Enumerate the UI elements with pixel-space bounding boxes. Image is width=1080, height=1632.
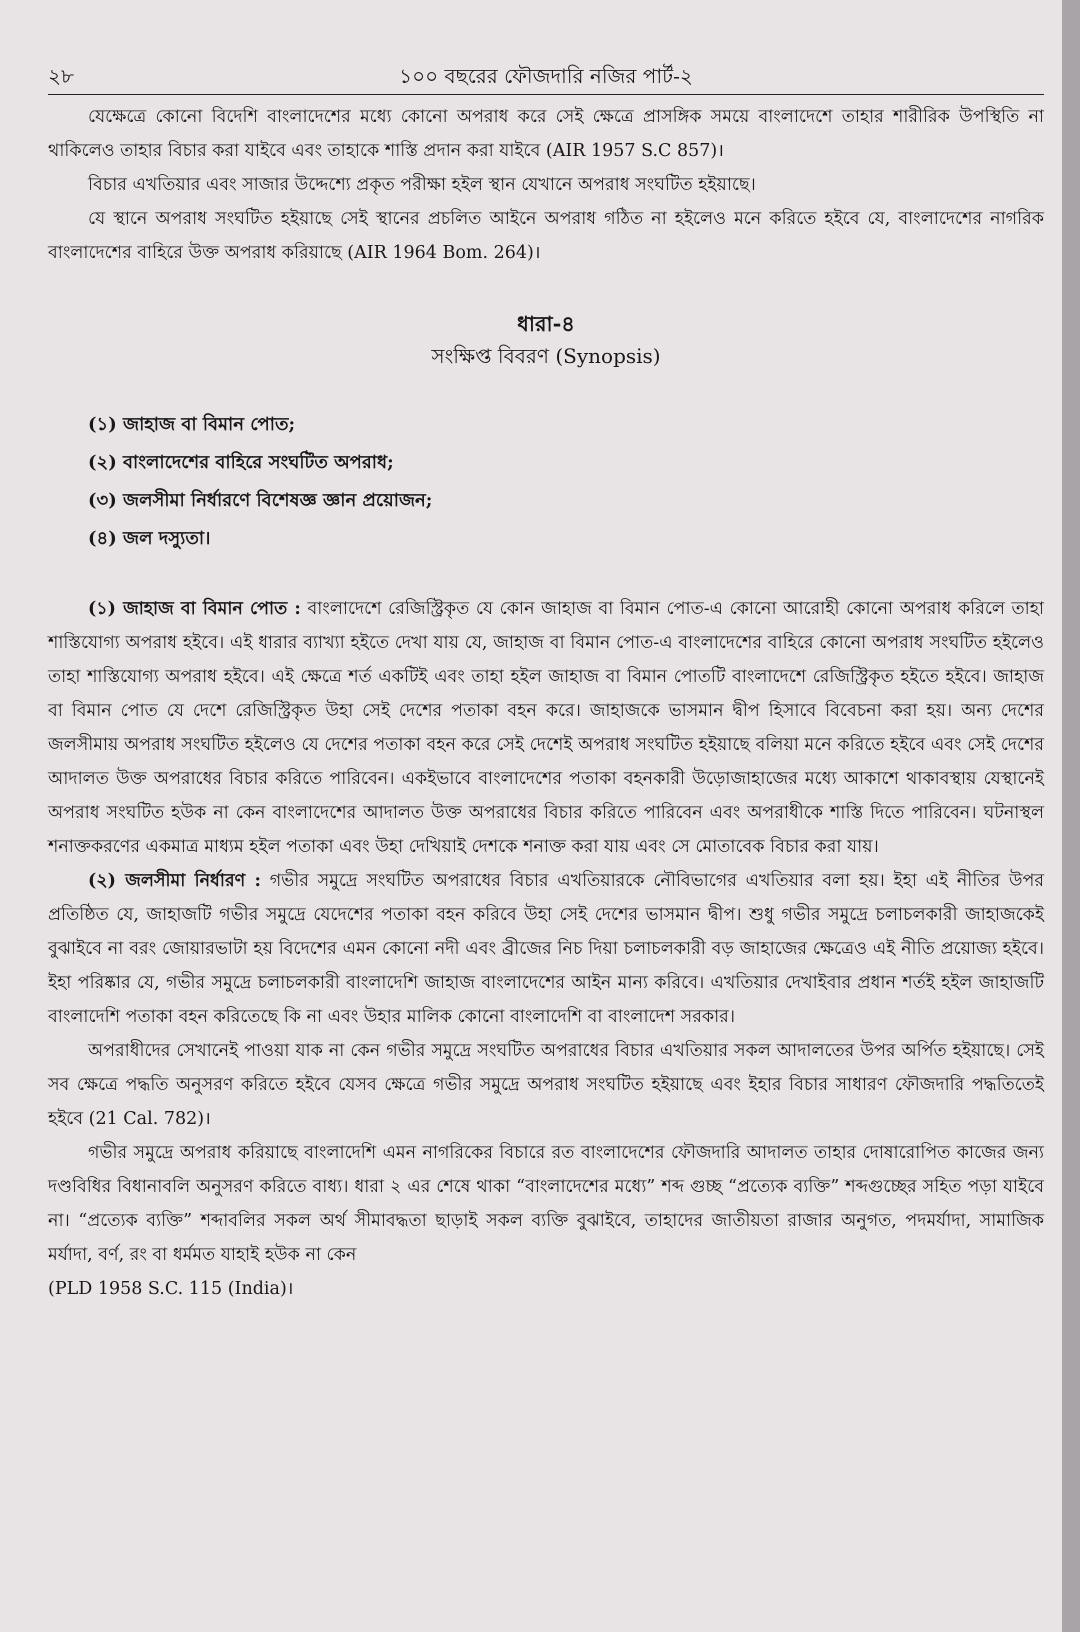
section-title: ধারা-৪ [517, 311, 575, 336]
intro-paragraph-3: যে স্থানে অপরাধ সংঘটিত হইয়াছে সেই স্থানের প্রচলিত আইনে অপরাধ গঠিত না হইলেও মনে করিতে হইবে যে, বাংলাদেশের নাগরিক বাংলাদেশের বাহিরে উক্ত অপরাধ করিয়াছে (AIR 1964 Bom. 264)। [48, 209, 1044, 263]
intro-paragraph-2: বিচার এখতিয়ার এবং সাজার উদ্দেশ্যে প্রকৃত পরীক্ষা হইল স্থান যেখানে অপরাধ সংঘটিত হইয়াছে। [88, 175, 756, 195]
synopsis-list [48, 406, 1044, 558]
page-number: ২৮ [48, 64, 74, 88]
topic-paragraph-territorial-waters [48, 864, 1044, 1034]
running-title: ১০০ বছরের ফৌজদারি নজির পার্ট-২ [399, 64, 693, 88]
citation-line: (PLD 1958 S.C. 115 (India)। [48, 1279, 294, 1299]
synopsis-heading: সংক্ষিপ্ত বিবরণ (Synopsis) [431, 344, 661, 368]
topic-text-ship-aircraft: বাংলাদেশে রেজিস্ট্রিকৃত যে কোন জাহাজ বা বিমান পোত-এ কোনো আরোহী কোনো অপরাধ করিলে তাহা শাস্তিযোগ্য অপরাধ হইবে। এই ধারার ব্যাখ্যা হইতে দেখা যায় যে, জাহাজ বা বিমান পোত-এ বাংলাদেশের বাহিরে কোনো অপরাধ সংঘটিত হইলেও তাহা শাস্তিযোগ্য অপরাধ হইবে। এই ক্ষেত্রে শর্ত একটিই এবং তাহা হইল জাহাজ বা বিমান পোতটি বাংলাদেশে রেজিস্ট্রিকৃত হইতে হইবে। জাহাজ বা বিমান পোত যে দেশে রেজিস্ট্রিকৃত উহা সেই দেশের পতাকা বহন করে। জাহাজকে ভাসমান দ্বীপ হিসাবে বিবেচনা করা হয়। অন্য দেশের জলসীমায় অপরাধ সংঘটিত হইলেও যে দেশের পতাকা বহন করে সেই দেশেই অপরাধ সংঘটিত হইয়াছে বলিয়া মনে করিতে হইবে এবং সেই দেশের আদালত উক্ত অপরাধের বিচার করিতে পারিবেন। একইভাবে বাংলাদেশের পতাকা বহনকারী উড়োজাহাজের মধ্যে আকাশে থাকাবস্থায় যেস্থানেই অপরাধ সংঘটিত হউক না কেন বাংলাদেশের আদালত উক্ত অপরাধের বিচার করিতে পারিবেন এবং অপরাধীকে শাস্তি দিতে পারিবেন। ঘটনাস্থল শনাক্তকরণের একমাত্র মাধ্যম হইল পতাকা এবং উহা দেখিয়াই দেশকে শনাক্ত করা যায় এবং সে মোতাবেক বিচার করা যায়। [48, 599, 1044, 857]
topic-text-territorial-waters: গভীর সমুদ্রে সংঘটিত অপরাধের বিচার এখতিয়ারকে নৌবিভাগের এখতিয়ার বলা হয়। ইহা এই নীতির উপর প্রতিষ্ঠিত যে, জাহাজটি গভীর সমুদ্রে যেদেশের পতাকা বহন করিবে উহা সেই দেশের ভাসমান দ্বীপ। শুধু গভীর সমুদ্রে চলাচলকারী জাহাজকেই বুঝাইবে না বরং জোয়ারভাটা হয় বিদেশের এমন কোনো নদী এবং ব্রীজের নিচ দিয়া চলাচলকারী বড় জাহাজের ক্ষেত্রেও এই নীতি প্রয়োজ্য হইবে। ইহা পরিষ্কার যে, গভীর সমুদ্রে চলাচলকারী বাংলাদেশি জাহাজ বাংলাদেশের আইন মান্য করিবে। এখতিয়ার দেখাইবার প্রধান শর্তই হইল জাহাজটি বাংলাদেশি পতাকা বহন করিতেছে কি না এবং উহার মালিক কোনো বাংলাদেশি বা বাংলাদেশ সরকার। [48, 871, 1044, 1027]
synopsis-item: (৩) জলসীমা নির্ধারণে বিশেষজ্ঞ জ্ঞান প্রয়োজন; [88, 490, 433, 511]
synopsis-item: (২) বাংলাদেশের বাহিরে সংঘটিত অপরাধ; [88, 452, 394, 473]
topic-paragraph-ship-aircraft [48, 592, 1044, 864]
synopsis-item: (৪) জল দস্যুতা। [88, 528, 211, 549]
topic-heading-ship-aircraft: (১) জাহাজ বা বিমান পোত : [88, 599, 301, 619]
closing-paragraph-2: গভীর সমুদ্রে অপরাধ করিয়াছে বাংলাদেশি এমন নাগরিকের বিচারে রত বাংলাদেশের ফৌজদারি আদালত তাহার দোষারোপিত কাজের জন্য দণ্ডবিধির বিধানাবলি অনুসরণ করিতে বাধ্য। ধারা ২ এর শেষে থাকা “বাংলাদেশের মধ্যে” শব্দ গুচ্ছ “প্রত্যেক ব্যক্তি” শব্দগুচ্ছের সহিত পড়া যাইবে না। “প্রত্যেক ব্যক্তি” শব্দাবলির সকল অর্থ সীমাবদ্ধতা ছাড়াই সকল ব্যক্তি বুঝাইবে, তাহাদের জাতীয়তা রাজার অনুগত, পদমর্যাদা, সামাজিক মর্যাদা, বর্ণ, রং বা ধর্মমত যাহাই হউক না কেন [48, 1143, 1044, 1265]
closing-paragraph-1: অপরাধীদের সেখানেই পাওয়া যাক না কেন গভীর সমুদ্রে সংঘটিত অপরাধের বিচার এখতিয়ার সকল আদালতের উপর অর্পিত হইয়াছে। সেই সব ক্ষেত্রে পদ্ধতি অনুসরণ করিতে হইবে যেসব ক্ষেত্রে গভীর সমুদ্রে অপরাধ সংঘটিত হইয়াছে এবং ইহার বিচার সাধারণ ফৌজদারি পদ্ধতিতেই হইবে (21 Cal. 782)। [48, 1041, 1044, 1129]
topic-heading-territorial-waters: (২) জলসীমা নির্ধারণ : [88, 871, 261, 891]
synopsis-item: (১) জাহাজ বা বিমান পোত; [88, 414, 296, 435]
adjacent-page-edge [1062, 0, 1080, 1632]
page-body [48, 100, 1044, 1306]
intro-paragraph-1: যেক্ষেত্রে কোনো বিদেশি বাংলাদেশের মধ্যে কোনো অপরাধ করে সেই ক্ষেত্রে প্রাসঙ্গিক সময়ে বাংলাদেশে তাহার শারীরিক উপস্থিতি না থাকিলেও তাহার বিচার করা যাইবে এবং তাহাকে শাস্তি প্রদান করা যাইবে (AIR 1957 S.C 857)। [48, 107, 1044, 161]
page-header [48, 56, 1044, 95]
